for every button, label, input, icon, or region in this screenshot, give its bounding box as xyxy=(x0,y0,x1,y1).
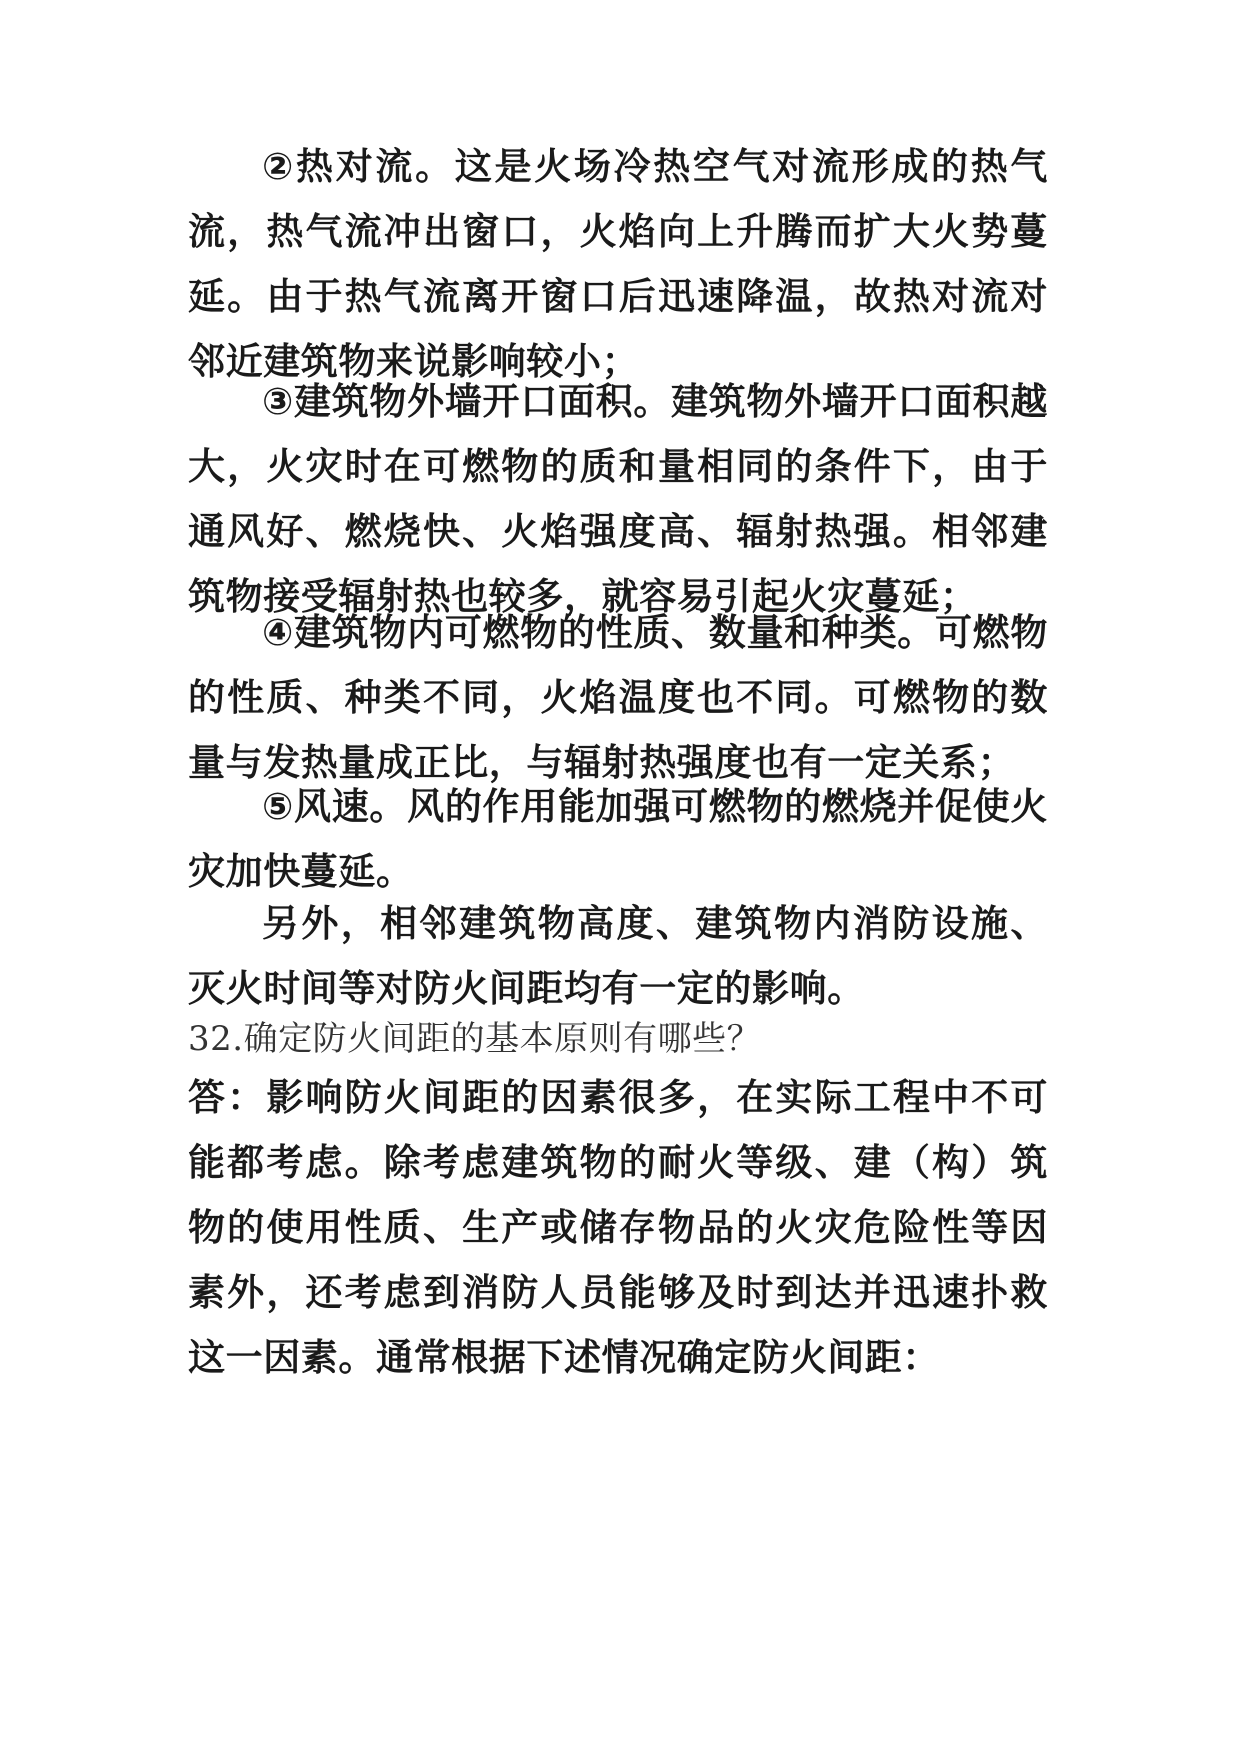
paragraph-combustibles: ④建筑物内可燃物的性质、数量和种类。可燃物的性质、种类不同，火焰温度也不同。可燃物的数量与发热量成正比，与辐射热强度也有一定关系； xyxy=(188,611,1048,784)
paragraph-wall-openings: ③建筑物外墙开口面积。建筑物外墙开口面积越大，火灾时在可燃物的质和量相同的条件下，由于通风好、燃烧快、火焰强度高、辐射热强。相邻建筑物接受辐射热也较多，就容易引起火灾蔓延； xyxy=(188,380,1048,618)
paragraph-heat-convection: ②热对流。这是火场冷热空气对流形成的热气流，热气流冲出窗口，火焰向上升腾而扩大火势蔓延。由于热气流离开窗口后迅速降温，故热对流对邻近建筑物来说影响较小； xyxy=(188,145,1048,383)
question-heading: 32.确定防火间距的基本原则有哪些？ xyxy=(188,1019,762,1059)
answer-paragraph: 答：影响防火间距的因素很多，在实际工程中不可能都考虑。除考虑建筑物的耐火等级、建（构）筑物的使用性质、生产或储存物品的火灾危险性等因素外，还考虑到消防人员能够及时到达并迅速扑救这一因素。通常根据下述情况确定防火间距： xyxy=(188,1076,1048,1379)
paragraph-other-factors: 另外，相邻建筑物高度、建筑物内消防设施、灭火时间等对防火间距均有一定的影响。 xyxy=(188,902,1048,1010)
paragraph-wind-speed: ⑤风速。风的作用能加强可燃物的燃烧并促使火灾加快蔓延。 xyxy=(188,785,1048,893)
